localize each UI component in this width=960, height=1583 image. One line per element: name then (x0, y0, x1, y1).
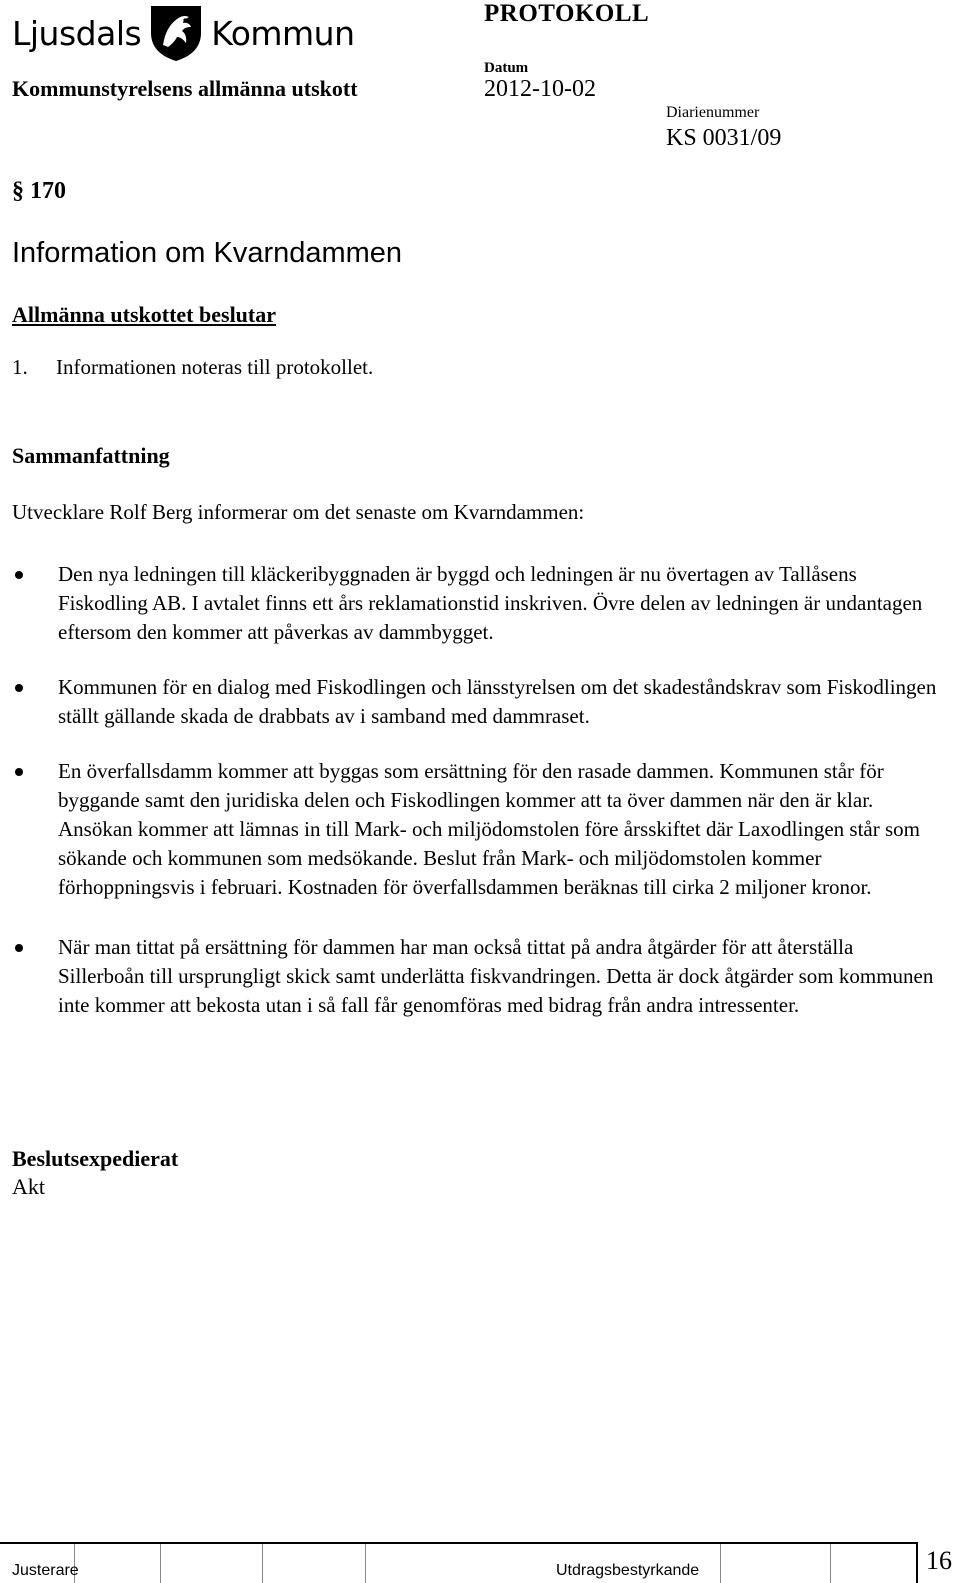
date-value: 2012-10-02 (484, 76, 596, 102)
municipality-logo (12, 2, 355, 64)
list-item (12, 560, 942, 647)
list-item (12, 673, 942, 731)
summary-heading: Sammanfattning (12, 443, 170, 468)
logo-text-right: Kommun (211, 13, 355, 53)
footer-divider (160, 1544, 161, 1583)
page-number: 16 (926, 1546, 952, 1575)
list-item (12, 933, 942, 1020)
paragraph-number: § 170 (12, 178, 66, 204)
page-title: Information om Kvarndammen (12, 237, 403, 269)
footer-divider (365, 1544, 366, 1583)
bullet-icon (15, 944, 23, 952)
justerare-label: Justerare (12, 1562, 79, 1579)
bullet-icon (15, 571, 23, 579)
diary-number-label: Diarienummer (666, 104, 760, 121)
footer-frame (0, 1542, 918, 1583)
bullet-icon (15, 684, 23, 692)
document-type: PROTOKOLL (484, 0, 650, 27)
signature-footer (0, 1542, 960, 1583)
list-item-text: En överfallsdamm kommer att byggas som ersättning för den rasade dammen. Kommunen står för byggande samt den juridiska delen och Fiskodlingen kommer att ta över dammen när den är klar. Ansökan kommer att lämnas in till Mark- och miljödomstolen före årsskiftet där Laxodlingen står som sökande och kommunen som medsökande. Beslut från Mark- och miljödomstolen kommer förhoppningsvis i februari. Kostnaden för överfallsdammen beräknas till cirka 2 miljoner kronor. (58, 759, 920, 899)
decision-number: 1. (12, 355, 28, 379)
footer-divider (262, 1544, 263, 1583)
dispatch-recipient: Akt (12, 1174, 45, 1199)
coat-of-arms-icon (147, 3, 205, 63)
footer-divider (720, 1544, 721, 1583)
list-item (12, 757, 942, 902)
list-item-text: Den nya ledningen till kläckeribyggnaden är byggd och ledningen är nu övertagen av Tallåsens Fiskodling AB. I avtalet finns ett års reklamationstid inskriven. Övre delen av ledningen är undantagen eftersom den kommer att påverkas av dammbygget. (58, 562, 923, 644)
dispatch-heading: Beslutsexpedierat (12, 1146, 179, 1171)
diary-number-value: KS 0031/09 (666, 125, 782, 151)
logo-text-left: Ljusdals (12, 13, 142, 53)
utdragsbestyrkande-label: Utdragsbestyrkande (556, 1562, 700, 1579)
bullet-icon (15, 768, 23, 776)
list-item-text: Kommunen för en dialog med Fiskodlingen och länsstyrelsen om det skadeståndskrav som Fiskodlingen ställt gällande skada de drabbats av i samband med dammraset. (58, 675, 937, 728)
decision-heading: Allmänna utskottet beslutar (12, 302, 277, 327)
list-item-text: När man tittat på ersättning för dammen har man också tittat på andra åtgärder för att återställa Sillerboån till ursprungligt skick samt underlätta fiskvandringen. Detta är dock åtgärder som kommunen inte kommer att bekosta utan i så fall får genomföras med bidrag från andra intressenter. (58, 935, 934, 1017)
committee-name: Kommunstyrelsens allmänna utskott (12, 76, 358, 101)
summary-intro: Utvecklare Rolf Berg informerar om det senaste om Kvarndammen: (12, 500, 585, 524)
footer-divider (830, 1544, 831, 1583)
decision-text: Informationen noteras till protokollet. (56, 355, 374, 379)
summary-bullet-list (12, 560, 942, 1046)
date-label: Datum (484, 60, 529, 76)
decision-item (12, 355, 373, 380)
